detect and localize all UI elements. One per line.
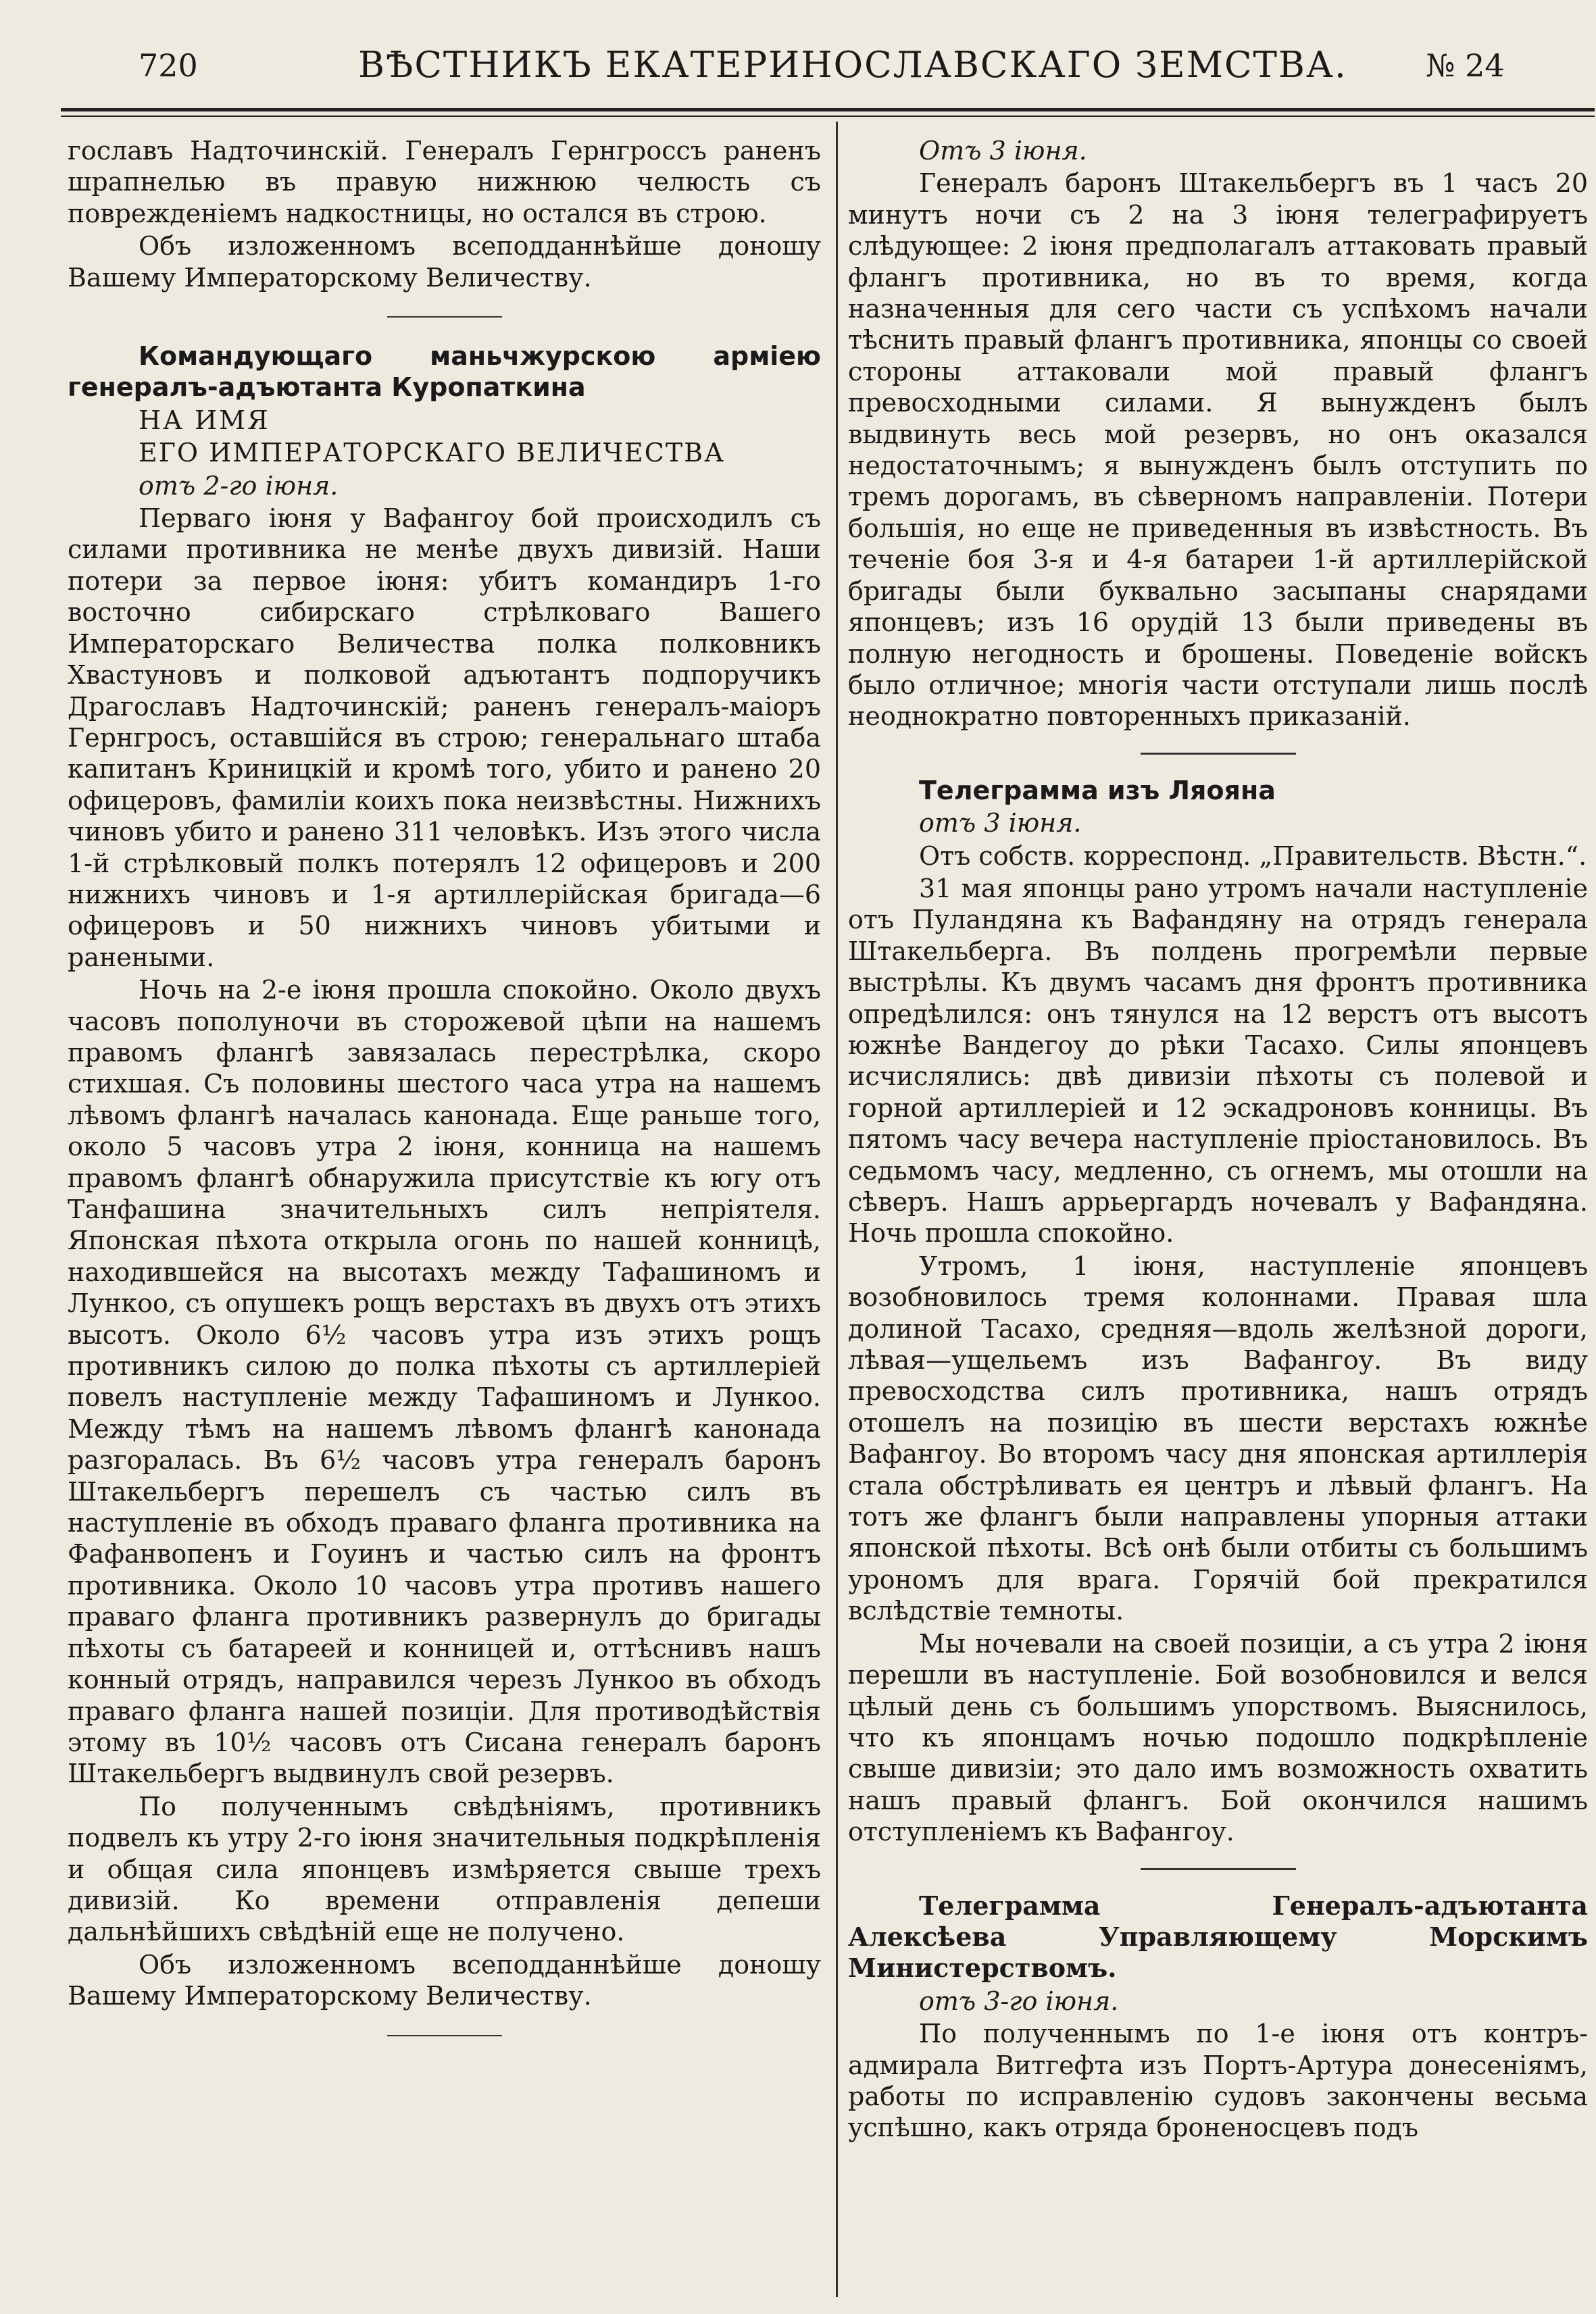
telegram-date: отъ 3 іюня. — [919, 808, 1082, 838]
page-number: 720 — [139, 47, 198, 84]
column-divider — [836, 122, 838, 2297]
section-divider — [1141, 753, 1296, 755]
page-header — [0, 20, 1596, 86]
paragraph: Объ изложенномъ всеподданнѣйше доношу Вашему Императорскому Величеству. — [68, 231, 821, 293]
issue-number: № 24 — [1426, 47, 1505, 84]
article-subhead: НА ИМЯ — [139, 405, 270, 435]
paragraph: Объ изложенномъ всеподданнѣйше доношу Вашему Императорскому Величеству. — [68, 1949, 821, 2011]
paragraph: Перваго іюня у Вафангоу бой происходилъ съ силами противника не менѣе двухъ дивизій. Наши потери за первое іюня: убитъ командиръ 1-го восточно сибирскаго стрѣлковаго Вашего Императорскаго Величества полка полковникъ Хвастуновъ и полковой адъютантъ подпоручикъ Драгославъ Надточинскій; раненъ генералъ-маіоръ Гернгросъ, оставшійся въ строю; генеральнаго штаба капитанъ Криницкій и кромѣ того, убито и ранено 20 офицеровъ, фамиліи коихъ пока неизвѣстны. Нижнихъ чиновъ убито и ранено 311 человѣкъ. Изъ этого числа 1-й стрѣлковый полкъ потерялъ 12 офицеровъ и 200 нижнихъ чиновъ и 1-я артиллерійская бригада—6 офицеровъ и 50 нижнихъ чиновъ убитыми и ранеными. — [68, 503, 821, 972]
telegram-date: отъ 3-го іюня. — [919, 1986, 1119, 2016]
telegram-title: Телеграмма Генералъ-адъютанта Алексѣева Управляющему Морскимъ Министерствомъ. — [848, 1890, 1588, 1984]
paragraph: По полученнымъ по 1-е іюня отъ контръ-адмирала Витгефта изъ Портъ-Артура донесеніямъ, работы по исправленію судовъ закончены весьма успѣшно, какъ отряда броненосцевъ подъ — [848, 2019, 1588, 2143]
paragraph: Генералъ баронъ Штакельбергъ въ 1 часъ 20 минутъ ночи съ 2 на 3 іюня телеграфируетъ слѣдующее: 2 іюня предполагалъ аттаковать правый флангъ противника, но въ то время, когда назначенныя для сего части съ успѣхомъ начали тѣснить правый флангъ противника, японцы со своей стороны аттаковали мой правый флангъ превосходными силами. Я вынужденъ былъ выдвинуть весь мой резервъ, но онъ оказался недостаточнымъ; я вынужденъ былъ отступить по тремъ дорогамъ, въ сѣверномъ направленіи. Потери большія, но еще не приведенныя въ извѣстность. Въ теченіе боя 3-я и 4-я батареи 1-й артиллерійской бригады были буквально засыпаны снарядами японцевъ; изъ 16 орудій 13 были приведены въ полную негодность и брошены. Поведеніе войскъ было отличное; многія части отступали лишь послѣ неоднократно повторенныхъ приказаній. — [848, 168, 1588, 732]
paragraph: Мы ночевали на своей позиціи, а съ утра 2 іюня перешли въ наступленіе. Бой возобновился и велся цѣлый день съ большимъ упорствомъ. Выяснилось, что къ японцамъ ночью подошло подкрѣпленіе свыше дивизіи; это дало имъ возможность охватить нашъ правый флангъ. Бой окончился нашимъ отступленіемъ къ Вафангоу. — [848, 1628, 1588, 1847]
article-addressee: ЕГО ИМПЕРАТОРСКАГО ВЕЛИЧЕСТВА — [139, 438, 725, 468]
paragraph: Ночь на 2-е іюня прошла спокойно. Около двухъ часовъ пополуночи въ сторожевой цѣпи на нашемъ правомъ флангѣ завязалась перестрѣлка, скоро стихшая. Съ половины шестого часа утра на нашемъ лѣвомъ флангѣ началась канонада. Еще раньше того, около 5 часовъ утра 2 іюня, конница на нашемъ правомъ флангѣ обнаружила присутствіе къ югу отъ Танфашина значительныхъ силъ непріятеля. Японская пѣхота открыла огонь по нашей конницѣ, находившейся на высотахъ между Тафашиномъ и Лункоо, съ опушекъ рощъ верстахъ въ двухъ отъ этихъ высотъ. Около 6½ часовъ утра изъ этихъ рощъ противникъ силою до полка пѣхоты съ артиллеріей повелъ наступленіе между Тафашиномъ и Лункоо. Между тѣмъ на нашемъ лѣвомъ флангѣ канонада разгоралась. Въ 6½ часовъ утра генералъ баронъ Штакельбергъ перешелъ съ частью силъ въ наступленіе въ обходъ праваго фланга противника на Фафанвопенъ и Гоуинъ и частью силъ на фронтъ противника. Около 10 часовъ утра противъ нашего праваго фланга противникъ развернулъ до бригады пѣхоты съ батареей и конницей и, оттѣснивъ нашъ конный отрядъ, направился черезъ Лункоо въ обходъ праваго фланга нашей позиціи. Для противодѣйствія этому въ 10½ часовъ отъ Сисана генералъ баронъ Штакельбергъ выдвинулъ свой резервъ. — [68, 975, 821, 1789]
header-rule-thin — [61, 116, 1595, 117]
section-date: Отъ 3 іюня. — [919, 136, 1087, 166]
section-divider — [387, 316, 502, 318]
article-title: Командующаго маньчжурскою арміею генералъ-адъютанта Куропаткина — [68, 341, 821, 403]
section-divider — [387, 2035, 502, 2036]
paragraph: Утромъ, 1 іюня, наступленіе японцевъ возобновилось тремя колоннами. Правая шла долиной Тасахо, средняя—вдоль желѣзной дороги, лѣвая—ущельемъ изъ Вафангоу. Въ виду превосходства силъ противника, нашъ отрядъ отошелъ на позицію въ шести верстахъ южнѣе Вафангоу. Во второмъ часу дня японская артиллерія стала обстрѣливать ея центръ и лѣвый флангъ. На тотъ же флангъ были направлены упорныя аттаки японской пѣхоты. Всѣ онѣ были отбиты съ большимъ урономъ для врага. Горячій бой прекратился вслѣдствіе темноты. — [848, 1251, 1588, 1626]
article-date: отъ 2-го іюня. — [139, 470, 339, 501]
right-column — [848, 135, 1588, 2297]
section-divider — [1141, 1868, 1296, 1870]
paragraph: гославъ Надточинскій. Генералъ Гернгроссъ раненъ шрапнелью въ правую нижнюю челюсть съ поврежденіемъ надкостницы, но остался въ строю. — [68, 136, 821, 228]
paragraph: По полученнымъ свѣдѣніямъ, противникъ подвелъ къ утру 2-го іюня значительныя подкрѣпленія и общая сила японцевъ измѣряется свыше трехъ дивизій. Ко времени отправленія депеши дальнѣйшихъ свѣдѣній еще не получено. — [68, 1791, 821, 1947]
telegram-byline: Отъ собств. корреспонд. „Правительств. Вѣстн.“. — [919, 840, 1587, 871]
left-column — [68, 135, 821, 2297]
running-title: ВѢСТНИКЪ ЕКАТЕРИНОСЛАВСКАГО ЗЕМСТВА. — [358, 45, 1347, 86]
telegram-title: Телеграмма изъ Ляояна — [919, 775, 1276, 805]
header-rule — [61, 108, 1595, 111]
paragraph: 31 мая японцы рано утромъ начали наступленіе отъ Пуландяна къ Вафандяну на отрядъ генерала Штакельберга. Въ полдень прогремѣли первые выстрѣлы. Къ двумъ часамъ дня фронтъ противника опредѣлился: онъ тянулся на 12 верстъ отъ высотъ южнѣе Вандегоу до рѣки Тасахо. Силы японцевъ исчислялись: двѣ дивизіи пѣхоты съ полевой и горной артиллеріей и 12 эскадроновъ конницы. Въ пятомъ часу вечера наступленіе пріостановилось. Въ седьмомъ часу, медленно, съ огнемъ, мы отошли на сѣверъ. Нашъ аррьергардъ ночевалъ у Вафандяна. Ночь прошла спокойно. — [848, 873, 1588, 1249]
